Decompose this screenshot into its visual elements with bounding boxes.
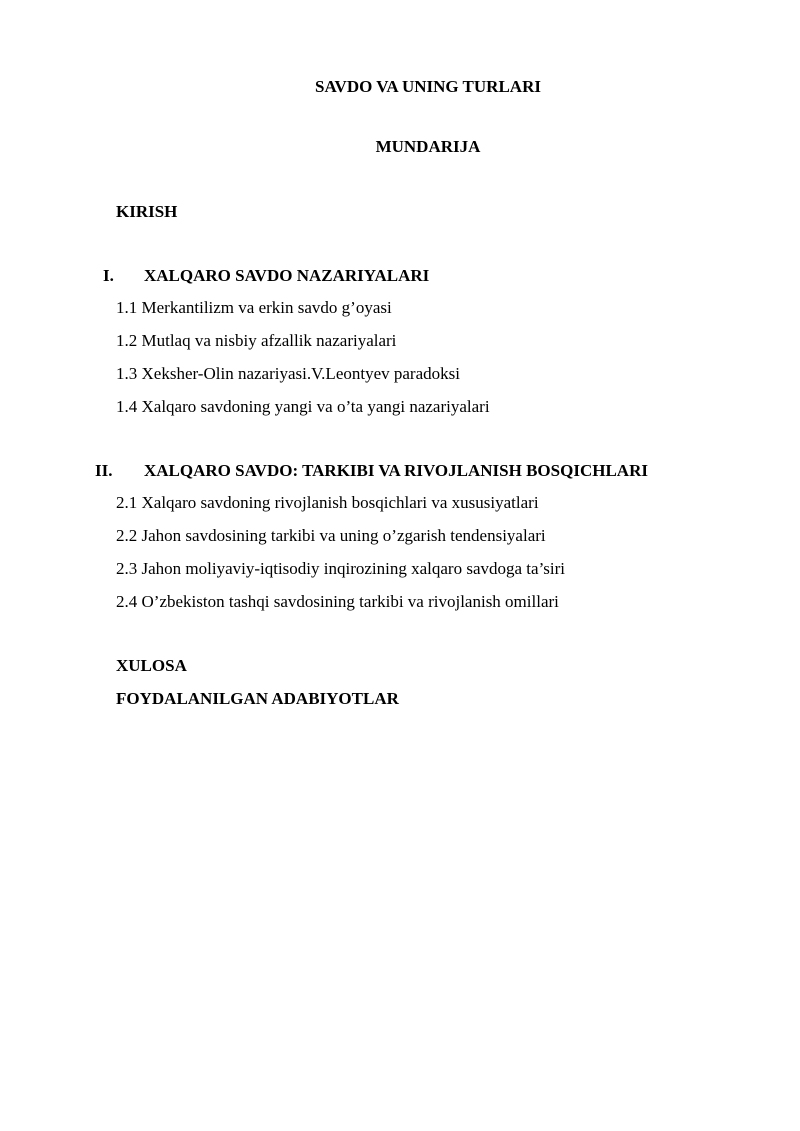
section-title: XALQARO SAVDO: TARKIBI VA RIVOJLANISH BOSQICHLARI xyxy=(144,461,648,480)
section-title: XALQARO SAVDO NAZARIYALARI xyxy=(144,266,430,285)
toc-item: 2.2 Jahon savdosining tarkibi va uning o’zgarish tendensiyalari xyxy=(116,526,546,545)
section-number: I. xyxy=(103,266,114,285)
toc-item: 1.1 Merkantilizm va erkin savdo g’oyasi xyxy=(116,298,392,317)
toc-entry-references: FOYDALANILGAN ADABIYOTLAR xyxy=(116,689,399,708)
toc-item: 2.3 Jahon moliyaviy-iqtisodiy inqirozining xalqaro savdoga ta’siri xyxy=(116,559,566,578)
document-title: SAVDO VA UNING TURLARI xyxy=(315,77,541,96)
toc-entry-conclusion: XULOSA xyxy=(116,656,187,675)
toc-entry-intro: KIRISH xyxy=(116,202,178,221)
section-number: II. xyxy=(95,461,113,480)
toc-item: 1.4 Xalqaro savdoning yangi va o’ta yangi nazariyalari xyxy=(116,397,490,416)
toc-item: 2.4 O’zbekiston tashqi savdosining tarkibi va rivojlanish omillari xyxy=(116,592,559,611)
toc-item: 1.2 Mutlaq va nisbiy afzallik nazariyalari xyxy=(116,331,397,350)
toc-heading: MUNDARIJA xyxy=(375,137,481,156)
toc-item: 1.3 Xeksher-Olin nazariyasi.V.Leontyev paradoksi xyxy=(116,364,460,383)
toc-item: 2.1 Xalqaro savdoning rivojlanish bosqichlari va xususiyatlari xyxy=(116,493,539,512)
